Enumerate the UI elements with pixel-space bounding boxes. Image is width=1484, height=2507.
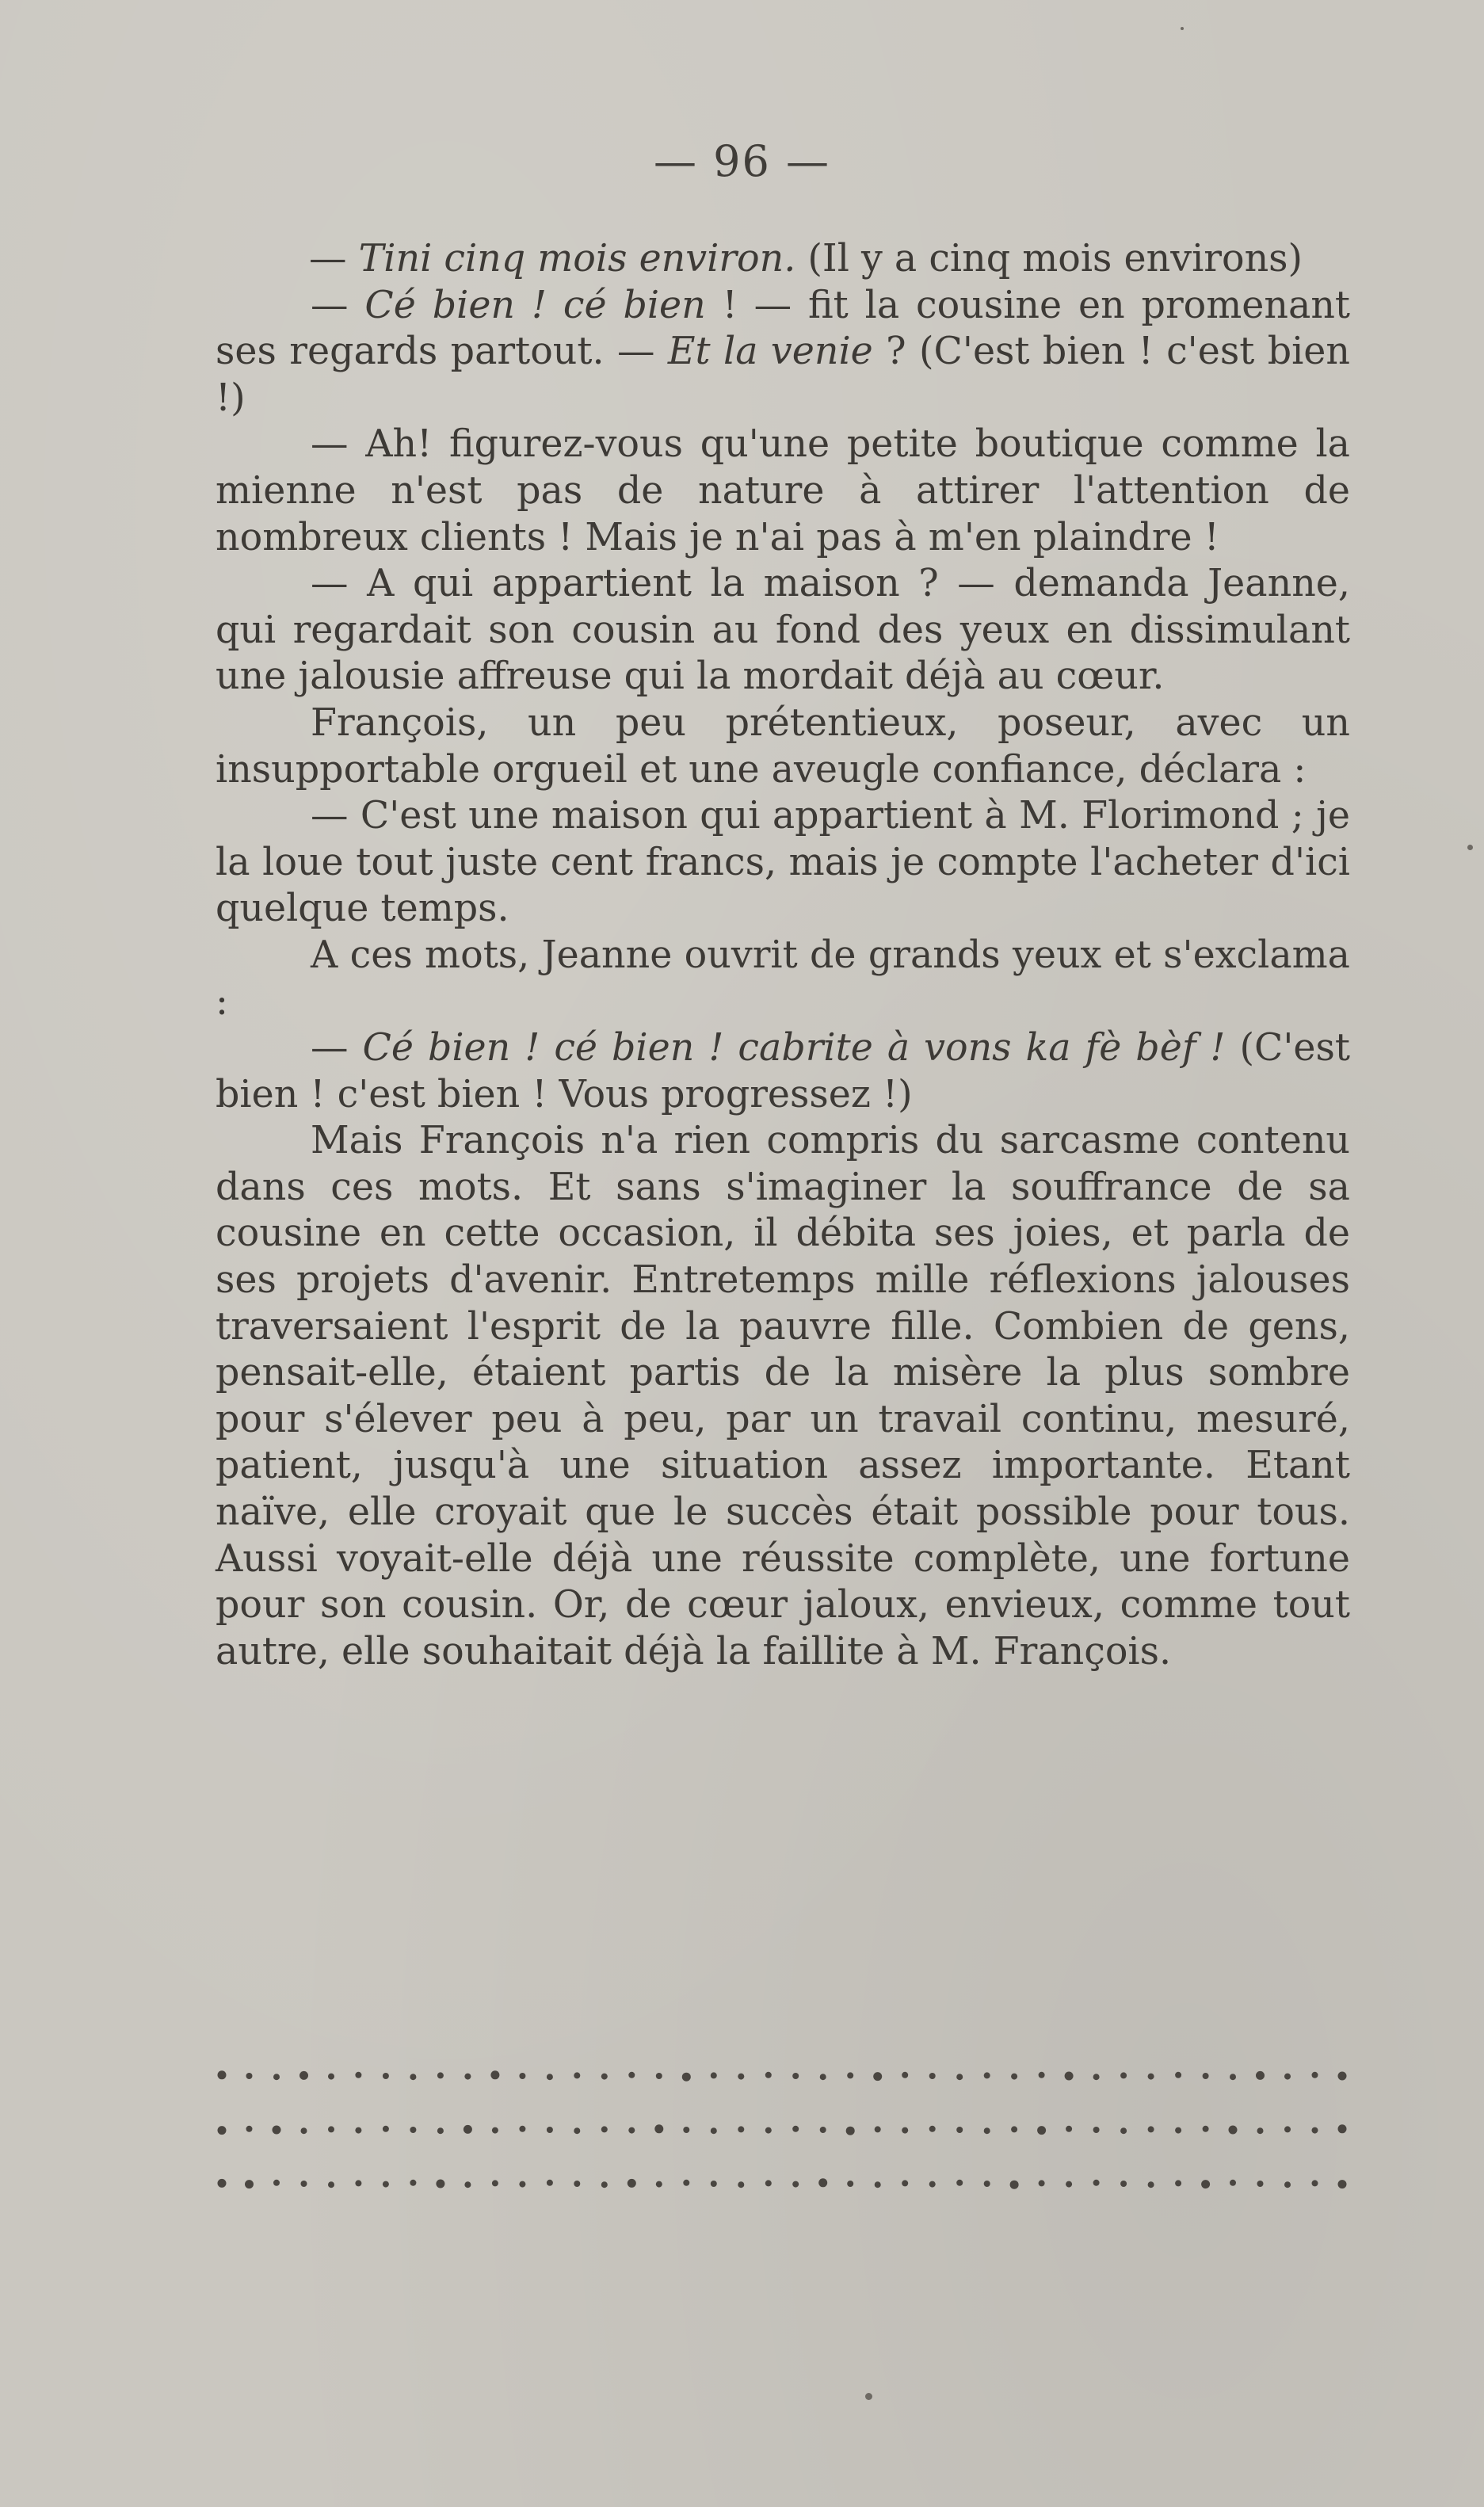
separator-dot [1338, 2180, 1347, 2188]
separator-dot [436, 2180, 444, 2188]
separator-dot [1175, 2072, 1181, 2078]
separator-dot [490, 2070, 499, 2079]
separator-dot [1201, 2180, 1210, 2188]
separator-dot [956, 2127, 963, 2133]
separator-dot [984, 2127, 990, 2134]
separator-dot [1230, 2074, 1236, 2080]
separator-dot [1338, 2124, 1347, 2133]
separator-dot [1257, 2181, 1264, 2187]
separator-dot [601, 2181, 608, 2188]
text-run: — A qui appartient la maison ? — demanda Jeanne, qui regardait son cousin au fond des yeux en dissimulant une jalousie affreuse qui la mordait déjà au cœur. [216, 562, 1350, 699]
separator-dot [820, 2127, 826, 2133]
separator-dot [273, 2126, 281, 2135]
separator-dot [873, 2072, 882, 2081]
separator-dot [1120, 2072, 1127, 2078]
text-run: A ces mots, Jeanne ouvrit de grands yeux et s'exclama : [216, 933, 1350, 1024]
separator-dot [519, 2073, 525, 2079]
separator-dot [547, 2127, 553, 2133]
text-run: ? (C'est bien ! c'est bien !) [216, 330, 1351, 420]
separator-dot [682, 2073, 691, 2082]
separator-dot [1229, 2126, 1238, 2135]
separator-dot [1284, 2074, 1291, 2080]
paragraph [216, 561, 1350, 700]
separator-dot [875, 2181, 881, 2188]
italic-text-run: Cé bien ! cé bien [364, 283, 706, 327]
separator-dot [1203, 2126, 1209, 2132]
separator-dot [437, 2072, 444, 2078]
text-run: Mais François n'a rien compris du sarcasme contenu dans ces mots. Et sans s'imaginer la souffrance de sa cousine en cette occasion, il débita ses joies, et parla de ses projets d'avenir. Entretemps mille réflexions jalouses traversaient l'esprit de la pauvre fille. Combien de gens, pensait-elle, étaient partis de la misère la plus sombre pour s'élever peu à peu, par un travail continu, mesuré, patient, jusqu'à une situation assez importante. Etant naïve, elle croyait que le succès était possible pour tous. Aussi voyait-elle déjà une réussite complète, une fortune pour son cousin. Or, de cœur jaloux, envieux, comme tout autre, elle souhaitait déjà la faillite à M. François. [216, 1119, 1350, 1673]
separator-dot [656, 2181, 662, 2188]
separator-dot [547, 2180, 553, 2186]
paragraph [216, 422, 1350, 561]
separator-dot [1093, 2127, 1100, 2133]
separator-dot [628, 2127, 635, 2134]
text-run: ! — fit la cousine en promenant ses regards partout. — [216, 283, 1350, 374]
separator-dot [218, 2179, 227, 2188]
separator-dot [1148, 2181, 1154, 2188]
separator-dot [1010, 2181, 1019, 2189]
separator-dot [656, 2073, 662, 2079]
separator-dot [902, 2072, 908, 2078]
separator-dot [683, 2180, 689, 2186]
separator-dot [1257, 2127, 1264, 2134]
separator-dot [574, 2072, 580, 2078]
separator-dot [383, 2181, 389, 2188]
separator-dot [492, 2127, 498, 2134]
paragraph [216, 1118, 1350, 1675]
separator-dot [711, 2072, 717, 2078]
dot-separator-row [216, 2168, 1349, 2200]
text-run: (C'est bien ! c'est bien ! Vous progressez !) [216, 1026, 1350, 1116]
italic-text-run: Cé bien ! cé bien ! cabrite à vons ka fè bèf ! [362, 1026, 1226, 1070]
separator-dot [1148, 2126, 1154, 2132]
ink-speck [1467, 845, 1473, 850]
separator-dot [792, 2126, 799, 2132]
separator-dot [765, 2072, 772, 2078]
ink-speck [865, 2393, 872, 2400]
separator-dot [245, 2180, 254, 2188]
separator-dot [601, 2074, 608, 2080]
separator-dot [1284, 2181, 1291, 2188]
separator-dot [792, 2073, 799, 2079]
separator-dot [1312, 2180, 1318, 2186]
separator-dot [628, 2072, 635, 2078]
separator-dot [437, 2127, 444, 2134]
separator-dot [738, 2181, 744, 2188]
separator-dot [410, 2180, 416, 2186]
text-run: — C'est une maison qui appartient à M. Florimond ; je la loue tout juste cent francs, mais je compte l'acheter d'ici quelque temps. [216, 794, 1350, 931]
separator-dot [355, 2127, 361, 2134]
separator-dot [383, 2073, 389, 2079]
italic-text-run: Tini cinq mois environ. [358, 237, 796, 280]
text-run: François, un peu prétentieux, poseur, avec un insupportable orgueil et une aveugle confiance, déclara : [216, 700, 1350, 792]
separator-dot [1312, 2127, 1318, 2134]
separator-dot [464, 2181, 471, 2188]
separator-dot [328, 2181, 334, 2188]
separator-dot [519, 2126, 525, 2132]
separator-dot [1066, 2181, 1072, 2188]
separator-dot [273, 2180, 280, 2186]
separator-dot [218, 2070, 227, 2079]
paragraph [216, 933, 1350, 1025]
text-run: (Il y a cinq mois environs) [795, 237, 1303, 280]
separator-dot [355, 2072, 361, 2078]
dot-row-graphic [216, 2168, 1349, 2200]
separator-dot [902, 2127, 908, 2134]
separator-dot [711, 2127, 717, 2134]
separator-dot [601, 2126, 608, 2132]
separator-dot [410, 2074, 416, 2080]
separator-dot [299, 2071, 308, 2080]
separator-dot [847, 2181, 853, 2187]
separator-dot [1230, 2180, 1236, 2186]
dot-row-graphic [216, 2060, 1349, 2092]
separator-dot [765, 2127, 772, 2134]
separator-dot [246, 2073, 253, 2079]
separator-dot [1037, 2126, 1046, 2135]
paragraph [216, 283, 1350, 422]
separator-dot [1312, 2072, 1318, 2078]
dot-row-graphic [216, 2114, 1349, 2146]
separator-dot [984, 2072, 990, 2078]
separator-dot [929, 2181, 936, 2188]
separator-dot [820, 2074, 826, 2080]
separator-dot [1011, 2126, 1017, 2132]
paragraph [216, 1025, 1350, 1118]
body-text [216, 236, 1350, 1675]
separator-dot [765, 2180, 772, 2186]
separator-dot [956, 2180, 963, 2186]
separator-dot [738, 2074, 744, 2080]
page-number: — 96 — [653, 136, 831, 186]
separator-dot [1039, 2180, 1045, 2186]
paragraph [216, 236, 1350, 283]
separator-dot [956, 2074, 963, 2080]
separator-dot [1120, 2181, 1127, 2187]
separator-dot [654, 2124, 663, 2133]
separator-dot [574, 2181, 580, 2187]
separator-dot [1120, 2127, 1127, 2134]
separator-dot [711, 2181, 717, 2187]
text-run: — [309, 237, 359, 280]
separator-dot [301, 2181, 307, 2187]
text-run: — Ah! figurez-vous qu'une petite boutique comme la mienne n'est pas de nature à attirer l'attention de nombreux clients ! Mais je n'ai pas à m'en plaindre ! [216, 422, 1350, 559]
separator-dot [875, 2126, 881, 2132]
separator-dot [492, 2180, 498, 2186]
separator-dot [738, 2126, 744, 2132]
separator-dot [246, 2126, 253, 2132]
separator-dot [846, 2127, 855, 2135]
separator-dot [1175, 2180, 1181, 2186]
separator-dot [328, 2126, 334, 2132]
separator-dot [1256, 2071, 1265, 2080]
dot-separator-row [216, 2114, 1349, 2146]
separator-dot [574, 2127, 580, 2134]
separator-dot [1066, 2126, 1072, 2132]
separator-dot [1203, 2073, 1209, 2079]
separator-dot [410, 2127, 416, 2133]
separator-dot [383, 2126, 389, 2132]
separator-dot [355, 2180, 361, 2186]
separator-dot [464, 2074, 471, 2080]
separator-dot [218, 2126, 227, 2135]
text-run: — [311, 283, 365, 327]
separator-dot [1065, 2072, 1074, 2081]
separator-dot [683, 2127, 689, 2133]
separator-dot [1338, 2072, 1347, 2081]
separator-dot [547, 2074, 553, 2080]
separator-dot [1039, 2072, 1045, 2078]
separator-dot [1011, 2074, 1017, 2080]
separator-dot [929, 2073, 936, 2079]
paragraph [216, 793, 1350, 933]
separator-dot [628, 2179, 636, 2188]
separator-dot [464, 2125, 472, 2134]
text-run: — [311, 1026, 363, 1070]
separator-dot [273, 2074, 280, 2080]
separator-dot [1148, 2074, 1154, 2080]
dot-separator-row [216, 2060, 1349, 2092]
separator-dot [328, 2074, 334, 2080]
separator-dot [792, 2181, 799, 2188]
separator-dot [818, 2178, 827, 2187]
separator-dot [301, 2127, 307, 2134]
separator-dot [984, 2181, 990, 2187]
separator-dot [902, 2180, 908, 2186]
separator-dot [847, 2072, 853, 2078]
separator-dot [1093, 2074, 1100, 2080]
italic-text-run: Et la venie [667, 330, 873, 374]
ink-speck [1181, 27, 1184, 30]
separator-dot [1175, 2127, 1181, 2134]
separator-dot [929, 2126, 936, 2132]
separator-dot [519, 2181, 525, 2188]
paragraph [216, 700, 1350, 793]
separator-dot [1284, 2126, 1291, 2132]
separator-dot [1093, 2180, 1100, 2186]
